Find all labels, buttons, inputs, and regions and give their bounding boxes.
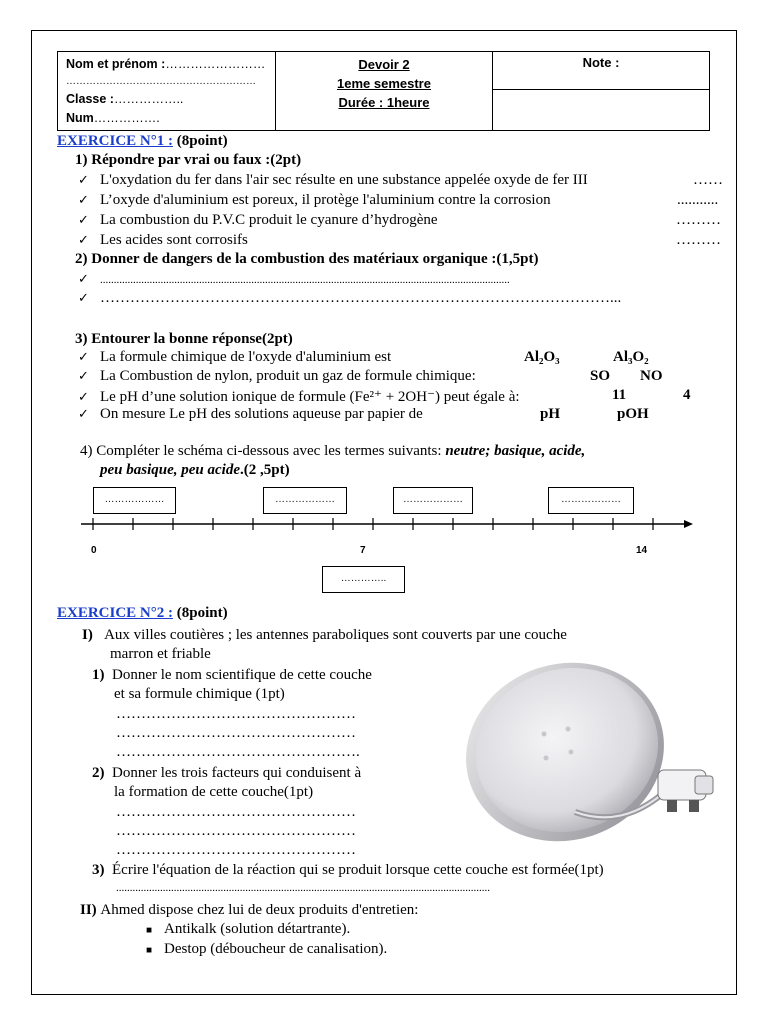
q1-item-3 <box>78 212 438 229</box>
part1-q1-line2: et sa formule chimique (1pt) <box>114 686 285 702</box>
exercise1-points: (8point) <box>176 133 228 149</box>
q3-item-3 <box>78 387 520 406</box>
name-dots[interactable]: …………………… <box>165 57 266 71</box>
tick-label-0: 0 <box>91 545 97 556</box>
exam-duration: Durée : 1heure <box>338 95 430 110</box>
ph-box-2[interactable]: ……………… <box>263 487 347 514</box>
dish-bolt <box>566 727 571 732</box>
part1-q3-num: 3) <box>92 862 105 878</box>
checkmark-icon: ✓ <box>78 390 89 405</box>
part1-num: I) <box>82 627 93 643</box>
checkmark-icon: ✓ <box>78 272 89 287</box>
class-label: Classe : <box>66 92 114 106</box>
q1-item-text: La combustion du P.V.C produit le cyanure d’hydrogène <box>100 212 438 228</box>
part1-intro-line1: Aux villes coutières ; les antennes paraboliques sont couverts par une couche <box>104 627 567 643</box>
num-dots[interactable]: ……………. <box>93 111 160 125</box>
part2-item-text: Destop (déboucheur de canalisation). <box>164 941 388 957</box>
part1-q3 <box>92 862 604 879</box>
checkmark-icon: ✓ <box>78 213 89 228</box>
q3-option[interactable]: pH <box>540 406 561 422</box>
part1-q1-answer-3[interactable]: …………………………………………. <box>116 744 360 760</box>
note-label: Note : <box>582 55 620 70</box>
q3-option[interactable]: 4 <box>683 387 691 403</box>
ph-box-1[interactable]: ……………… <box>93 487 176 514</box>
q3-title: 3) Entourer la bonne réponse(2pt) <box>75 331 293 347</box>
q1-item-1 <box>78 172 588 189</box>
dish-lnb-head <box>695 776 713 794</box>
q1-item-text: L’oxyde d'aluminium est poreux, il protège l'aluminium contre la corrosion <box>100 192 551 208</box>
part2-item-2 <box>146 941 387 958</box>
exercise2-heading: EXERCICE N°2 : <box>57 605 174 621</box>
satellite-dish-image <box>455 662 730 842</box>
student-info-cell <box>58 52 276 130</box>
q3-item-2 <box>78 368 476 385</box>
q2-title: 2) Donner de dangers de la combustion des matériaux organique :(1,5pt) <box>75 251 539 267</box>
part1-intro-line2: marron et friable <box>110 646 211 662</box>
q3-option[interactable]: SO <box>590 368 611 384</box>
exam-semester: 1eme semestre <box>337 76 431 91</box>
dish-lnb-connector <box>689 800 699 812</box>
exercise1-heading: EXERCICE N°1 : <box>57 133 174 149</box>
q3-item-text: La Combustion de nylon, produit un gaz de formule chimique: <box>100 368 476 384</box>
q3-option[interactable]: 11 <box>612 387 627 403</box>
ph-scale-axis <box>81 512 693 532</box>
part1-q2-line2: la formation de cette couche(1pt) <box>114 784 314 800</box>
part1-q2-num: 2) <box>92 765 105 781</box>
bullet-icon: ■ <box>146 945 153 956</box>
part1-q1 <box>92 667 372 684</box>
q2-answer-line-1[interactable]: ..................................................................................................................................................... <box>100 274 510 286</box>
q2-line-2 <box>78 290 621 307</box>
q3-item-4 <box>78 406 423 423</box>
q4-terms-line1: neutre; basique, acide, <box>445 443 586 459</box>
exercise2-points: (8point) <box>176 605 228 621</box>
part1-q2-answer-3[interactable]: ………………………………………… <box>116 842 356 858</box>
part1-q2-line1: Donner les trois facteurs qui conduisent à <box>112 765 362 781</box>
part1-q1-line1: Donner le nom scientifique de cette couche <box>112 667 372 683</box>
dish-bolt <box>542 732 547 737</box>
checkmark-icon: ✓ <box>78 173 89 188</box>
q1-item-2 <box>78 192 551 209</box>
checkmark-icon: ✓ <box>78 407 89 422</box>
note-cell <box>493 52 709 90</box>
dish-surface <box>455 662 680 842</box>
exercise1-title <box>57 133 228 150</box>
part1-intro <box>82 627 567 644</box>
exam-info-cell <box>276 52 493 130</box>
part1-q2-answer-2[interactable]: ………………………………………… <box>116 823 356 839</box>
part1-q1-num: 1) <box>92 667 105 683</box>
bullet-icon: ■ <box>146 925 153 936</box>
exercise2-title <box>57 605 228 622</box>
checkmark-icon: ✓ <box>78 369 89 384</box>
ph-box-3[interactable]: ……………… <box>393 487 473 514</box>
ph-box-neutral[interactable]: ………….. <box>322 566 405 593</box>
part2-intro <box>80 902 418 919</box>
q4-line-2 <box>100 462 290 479</box>
part1-q2 <box>92 765 361 782</box>
q1-answer-2[interactable]: ........... <box>677 192 719 208</box>
tick-label-7: 7 <box>360 545 366 556</box>
part1-q1-answer-1[interactable]: ………………………………………… <box>116 706 356 722</box>
q4-line-1 <box>80 443 585 460</box>
q3-item-text: On mesure Le pH des solutions aqueuse par papier de <box>100 406 423 422</box>
num-label: Num <box>66 111 94 125</box>
part2-item-1 <box>146 921 350 938</box>
part2-intro-text: Ahmed dispose chez lui de deux produits d'entretien: <box>100 902 419 918</box>
tick-label-14: 14 <box>636 545 648 556</box>
q4-points: .(2 ,5pt) <box>240 462 290 478</box>
q3-option[interactable]: pOH <box>617 406 649 422</box>
part1-q2-answer-1[interactable]: ………………………………………… <box>116 804 356 820</box>
q4-prefix: 4) Compléter le schéma ci-dessous avec les termes suivants: <box>80 443 442 459</box>
dish-bolt <box>569 750 574 755</box>
q1-answer-4[interactable]: ……… <box>676 232 721 248</box>
checkmark-icon: ✓ <box>78 233 89 248</box>
q2-answer-line-2[interactable]: …………………………………………………………………………………………... <box>100 290 622 306</box>
checkmark-icon: ✓ <box>78 350 89 365</box>
q1-item-4 <box>78 232 248 249</box>
q1-item-text: L'oxydation du fer dans l'air sec résulte en une substance appelée oxyde de fer III <box>100 172 588 188</box>
checkmark-icon: ✓ <box>78 193 89 208</box>
q2-line-1 <box>78 271 510 288</box>
q3-option[interactable]: NO <box>640 368 663 384</box>
axis-arrow-icon <box>684 520 693 528</box>
q1-answer-3[interactable]: ……… <box>676 212 721 228</box>
q1-answer-1[interactable]: …… <box>693 172 723 188</box>
q4-terms-line2: peu basique, peu acide <box>100 462 240 478</box>
name-label: Nom et prénom : <box>66 57 166 71</box>
q3-option[interactable]: Al₃O₂ <box>613 349 649 365</box>
part1-q3-text: Écrire l'équation de la réaction qui se produit lorsque cette couche est formée(1pt) <box>112 862 604 878</box>
checkmark-icon: ✓ <box>78 291 89 306</box>
q3-item-1 <box>78 349 391 366</box>
q3-item-text: Le pH d’une solution ionique de formule (Fe²⁺ + 2OH⁻) peut égale à: <box>100 389 520 405</box>
exam-title: Devoir 2 <box>358 57 410 72</box>
ph-box-4[interactable]: ……………… <box>548 487 634 514</box>
dish-lnb-connector <box>667 800 677 812</box>
q1-title: 1) Répondre par vrai ou faux :(2pt) <box>75 152 302 168</box>
q3-option[interactable]: Al₂O₃ <box>524 349 560 365</box>
part1-q3-answer[interactable]: ........................................................................................................................................ <box>116 882 490 894</box>
part2-num: II) <box>80 902 97 918</box>
q1-item-text: Les acides sont corrosifs <box>100 232 248 248</box>
part1-q1-answer-2[interactable]: ………………………………………… <box>116 725 356 741</box>
q3-item-text: La formule chimique de l'oxyde d'aluminium est <box>100 349 392 365</box>
name-dots-line2[interactable]: ………………………………………………… <box>66 76 256 87</box>
dish-bolt <box>544 756 549 761</box>
class-dots[interactable]: …………….. <box>113 92 184 106</box>
part2-item-text: Antikalk (solution détartrante). <box>164 921 351 937</box>
header-table <box>57 51 710 131</box>
